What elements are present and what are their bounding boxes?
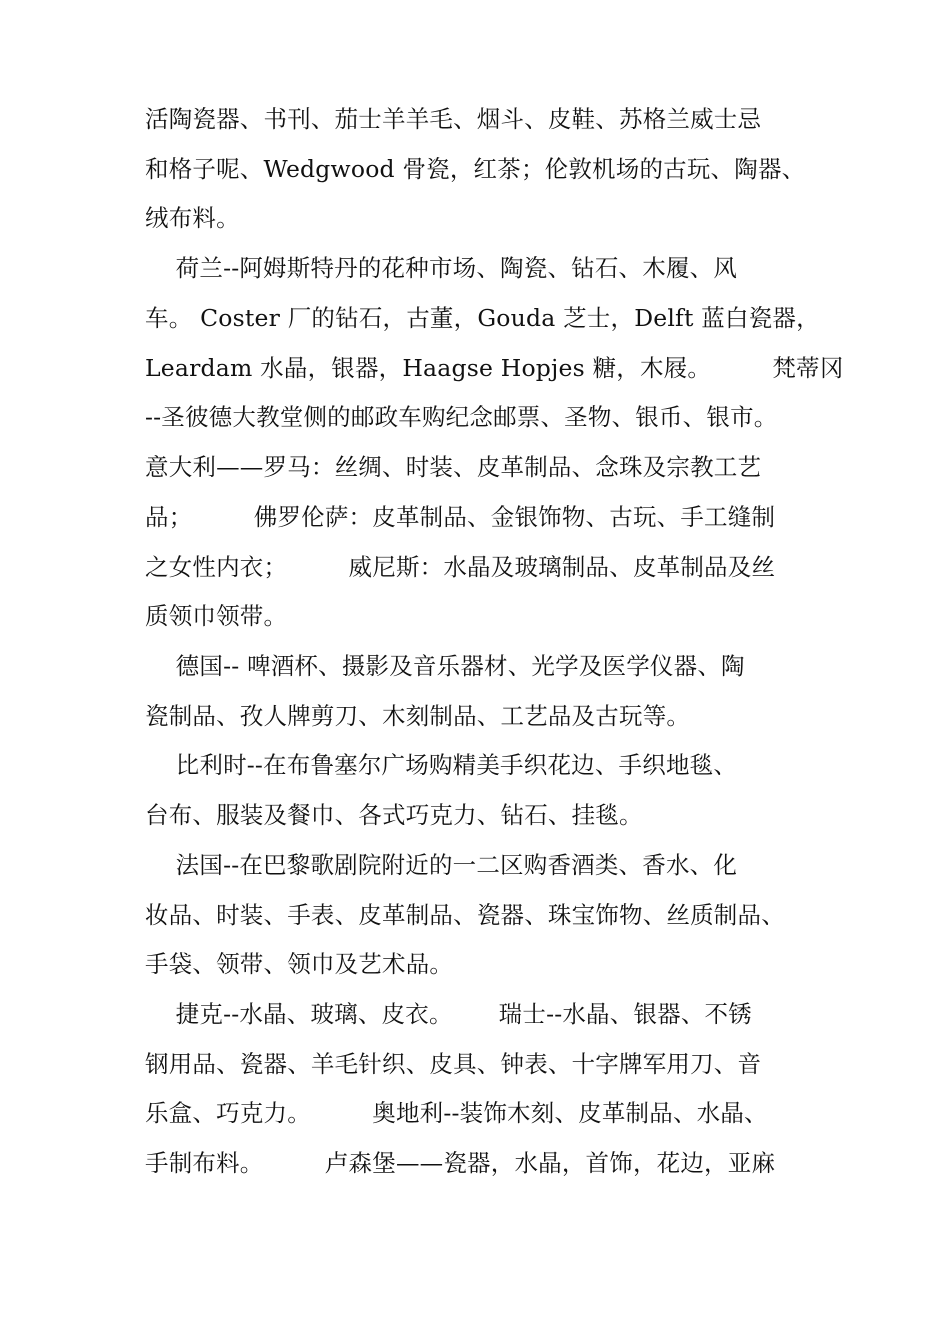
- text-line: 品； 佛罗伦萨：皮革制品、金银饰物、古玩、手工缝制: [145, 503, 776, 531]
- text-line: 瓷制品、孜人牌剪刀、木刻制品、工艺品及古玩等。: [145, 702, 691, 730]
- text-line: 捷克--水晶、玻璃、皮衣。 瑞士--水晶、银器、不锈: [145, 1000, 752, 1028]
- text-line: 手袋、领带、领巾及艺术品。: [145, 950, 454, 978]
- text-line: 之女性内衣； 威尼斯：水晶及玻璃制品、皮革制品及丝: [145, 553, 776, 581]
- text-line: 德国-- 啤酒杯、摄影及音乐器材、光学及医学仪器、陶: [145, 652, 745, 680]
- text-line: 意大利——罗马：丝绸、时装、皮革制品、念珠及宗教工艺: [145, 453, 762, 481]
- text-line: 质领巾领带。: [145, 602, 288, 630]
- text-line: 妆品、时装、手表、皮革制品、瓷器、珠宝饰物、丝质制品、: [145, 901, 785, 929]
- text-line: 乐盒、巧克力。 奥地利--装饰木刻、皮革制品、水晶、: [145, 1099, 768, 1127]
- text-line: --圣彼德大教堂侧的邮政车购纪念邮票、圣物、银币、银市。: [145, 403, 778, 431]
- text-line: 钢用品、瓷器、羊毛针织、皮具、钟表、十字牌军用刀、音: [145, 1050, 762, 1078]
- text-line: 手制布料。 卢森堡——瓷器，水晶，首饰，花边，亚麻: [145, 1149, 776, 1177]
- text-line: 台布、服装及餐巾、各式巧克力、钻石、挂毯。: [145, 801, 643, 829]
- text-line: 绒布料。: [145, 204, 240, 232]
- text-line: 荷兰--阿姆斯特丹的花种市场、陶瓷、钻石、木履、风: [145, 254, 738, 282]
- text-line: 和格子呢、Wedgwood 骨瓷，红茶；伦敦机场的古玩、陶器、: [145, 155, 806, 183]
- text-line: Leardam 水晶，银器，Haagse Hopjes 糖，木屐。 梵蒂冈: [145, 354, 844, 382]
- text-line: 车。 Coster 厂的钻石，古董，Gouda 芝士，Delft 蓝白瓷器，: [145, 304, 820, 332]
- text-line: 活陶瓷器、书刊、茄士羊羊毛、烟斗、皮鞋、苏格兰威士忌: [145, 105, 762, 133]
- text-line: 法国--在巴黎歌剧院附近的一二区购香酒类、香水、化: [145, 851, 738, 879]
- text-line: 比利时--在布鲁塞尔广场购精美手织花边、手织地毯、: [145, 751, 738, 779]
